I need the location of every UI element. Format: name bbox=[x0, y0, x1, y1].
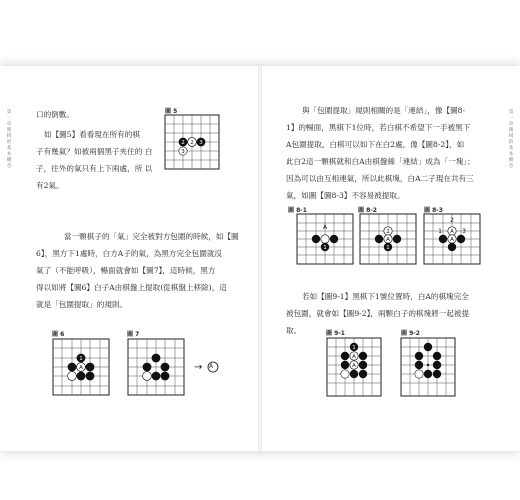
svg-text:A: A bbox=[386, 237, 390, 243]
right-para1-line5: 因為可以由互相連氣，所以此棋塊，白A二子現在共有三 bbox=[286, 174, 474, 183]
right-para1-line4: 此白2這一顆棋就和白A由棋盤線「連結」成為「一塊」； bbox=[286, 157, 475, 166]
svg-text:3: 3 bbox=[181, 149, 185, 155]
figure-8-3-diagram bbox=[423, 213, 481, 265]
svg-text:2: 2 bbox=[181, 140, 185, 146]
figure-9-1-diagram bbox=[326, 337, 382, 397]
right-para1-line2: 1】的暢面，黑棋下1位時，若白棋不希望下一手被黑下 bbox=[286, 123, 471, 132]
page-gutter bbox=[258, 66, 262, 451]
arrow-right-icon: → bbox=[194, 362, 203, 373]
left-sidebar-label: 第一章 圍棋的基本概念 bbox=[6, 110, 12, 169]
figure-8-2-label: 圖 8-2 bbox=[358, 207, 377, 214]
captured-stone-label: A bbox=[209, 363, 214, 370]
left-para2-line4: 得以如將【圖6】白子A由棋盤上提取(從棋盤上移除)，這 bbox=[36, 283, 227, 292]
book-spread bbox=[0, 66, 520, 451]
svg-text:2: 2 bbox=[450, 217, 454, 224]
left-para1-line1: 口的倒數。 bbox=[36, 110, 74, 119]
right-para2-line2: 被包圍，就會如【圖9-2】，兩顆白子的棋塊將一起被提 bbox=[286, 309, 470, 318]
svg-text:3: 3 bbox=[199, 140, 203, 146]
svg-text:1: 1 bbox=[352, 345, 356, 351]
left-para2-line1: 當一顆棋子的「氣」完全被對方包圍的時候，如【圖 bbox=[64, 232, 239, 241]
left-para2-line3: 氣了（不能呼吸），暢面就會如【圖7】，這時候，黑方 bbox=[36, 266, 216, 275]
figure-9-2-label: 圖 9-2 bbox=[401, 330, 420, 337]
right-para1-line3: A包圍提取，白棋可以如下在白2處，像【圖8-2】，如 bbox=[286, 140, 465, 149]
right-para1-line1: 與「包圍提取」規則相關的是「連結」，像【圖8- bbox=[302, 106, 466, 115]
svg-text:2: 2 bbox=[190, 140, 194, 146]
figure-7-diagram bbox=[127, 338, 185, 396]
svg-text:A: A bbox=[352, 354, 356, 360]
left-para2-line5: 就是「包圍提取」的規則。 bbox=[36, 300, 128, 309]
right-sidebar-label: 第一章 圍棋的基本概念 bbox=[508, 110, 514, 169]
left-para2-line2: 6】，黑方下1處時，白方A子的氣，為黑方完全包圍就沒 bbox=[36, 249, 223, 258]
right-para2-line1: 若如【圖9-1】黑棋下1號位置時，白A的棋塊完全 bbox=[302, 292, 469, 301]
svg-text:1: 1 bbox=[386, 245, 390, 251]
right-para1-line6: 氣，如圖【圖8-3】不容易被提取。 bbox=[286, 191, 405, 200]
figure-8-1-diagram bbox=[296, 213, 354, 265]
svg-text:A: A bbox=[322, 224, 328, 231]
figure-9-2-diagram bbox=[400, 337, 456, 397]
left-para1-line5: 有2氣。 bbox=[36, 181, 64, 190]
svg-text:A: A bbox=[79, 365, 83, 371]
svg-text:A: A bbox=[352, 363, 356, 369]
figure-8-3-label: 圖 8-3 bbox=[424, 207, 443, 214]
right-para2-line3: 取。 bbox=[286, 326, 302, 335]
svg-text:A: A bbox=[450, 237, 454, 243]
svg-text:1: 1 bbox=[79, 356, 83, 362]
svg-text:2: 2 bbox=[386, 229, 390, 235]
left-para1-line4: 子，往外的氣只有上下兩處，所 以 bbox=[36, 164, 153, 173]
figure-6-diagram bbox=[52, 338, 110, 396]
figure-8-1-label: 圖 8-1 bbox=[288, 207, 307, 214]
left-para1-line3: 子有幾氣？如被兩個黑子夾住的 白 bbox=[36, 147, 153, 156]
figure-7-label: 圖 7 bbox=[127, 331, 140, 338]
svg-text:1: 1 bbox=[323, 245, 327, 251]
left-para1-line2: 如【圖5】看看現在所有的棋 bbox=[44, 130, 140, 139]
figure-8-2-diagram bbox=[359, 213, 417, 265]
svg-text:A: A bbox=[450, 229, 454, 235]
figure-9-1-label: 圖 9-1 bbox=[326, 330, 345, 337]
svg-text:3: 3 bbox=[462, 228, 466, 235]
svg-text:1: 1 bbox=[438, 228, 442, 235]
figure-5-diagram bbox=[164, 114, 220, 170]
figure-6-label: 圖 6 bbox=[52, 331, 65, 338]
figure-5-label: 圖 5 bbox=[165, 108, 178, 115]
